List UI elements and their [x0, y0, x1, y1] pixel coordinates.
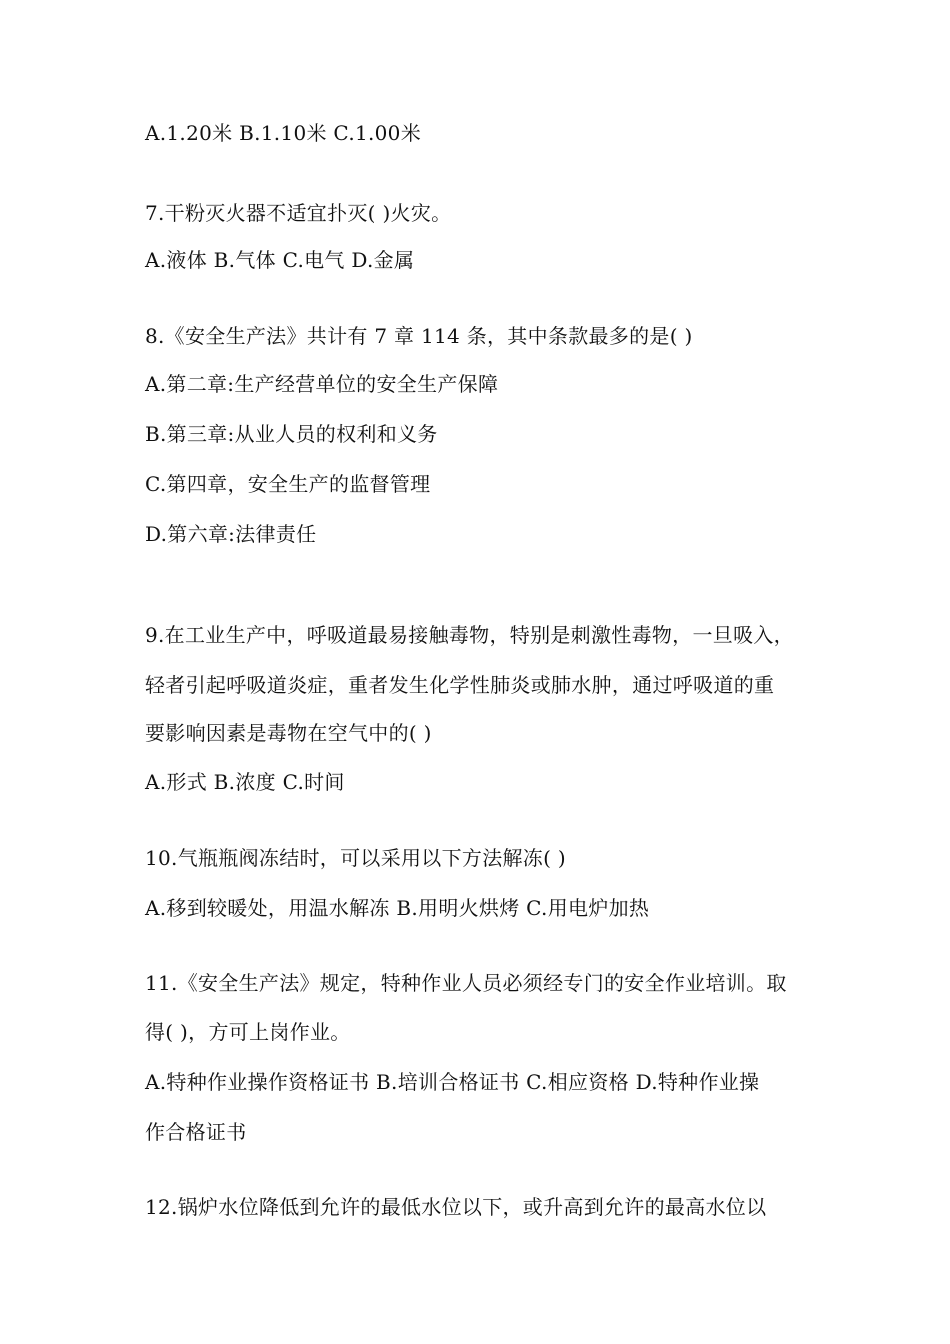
q8-option-d: D.第六章:法律责任	[145, 522, 317, 546]
q9-question-line3: 要影响因素是毒物在空气中的( )	[145, 721, 432, 745]
q9-question-line1: 9.在工业生产中，呼吸道最易接触毒物，特别是刺激性毒物，一旦吸入，	[145, 623, 794, 647]
q8-option-b: B.第三章:从业人员的权利和义务	[145, 422, 438, 446]
q10-options: A.移到较暖处，用温水解冻 B.用明火烘烤 C.用电炉加热	[145, 896, 650, 920]
q8-option-c: C.第四章，安全生产的监督管理	[145, 472, 431, 496]
q6-options: A.1.20米 B.1.10米 C.1.00米	[145, 121, 422, 145]
q7-options: A.液体 B.气体 C.电气 D.金属	[145, 248, 415, 272]
q8-option-a: A.第二章:生产经营单位的安全生产保障	[145, 372, 499, 396]
q12-question-line1: 12.锅炉水位降低到允许的最低水位以下，或升高到允许的最高水位以	[145, 1195, 767, 1219]
q11-question-line1: 11.《安全生产法》规定，特种作业人员必须经专门的安全作业培训。取	[145, 971, 787, 995]
q9-question-line2: 轻者引起呼吸道炎症，重者发生化学性肺炎或肺水肿，通过呼吸道的重	[145, 673, 775, 697]
q10-question: 10.气瓶瓶阀冻结时，可以采用以下方法解冻( )	[145, 846, 566, 870]
q11-options-line1: A.特种作业操作资格证书 B.培训合格证书 C.相应资格 D.特种作业操	[145, 1070, 760, 1094]
q8-question: 8.《安全生产法》共计有 7 章 114 条，其中条款最多的是( )	[145, 324, 693, 348]
q11-options-line2: 作合格证书	[145, 1120, 247, 1144]
q7-question: 7.干粉灭火器不适宜扑灭( )火灾。	[145, 201, 452, 225]
q9-options: A.形式 B.浓度 C.时间	[145, 770, 345, 794]
q11-question-line2: 得( )，方可上岗作业。	[145, 1020, 351, 1044]
